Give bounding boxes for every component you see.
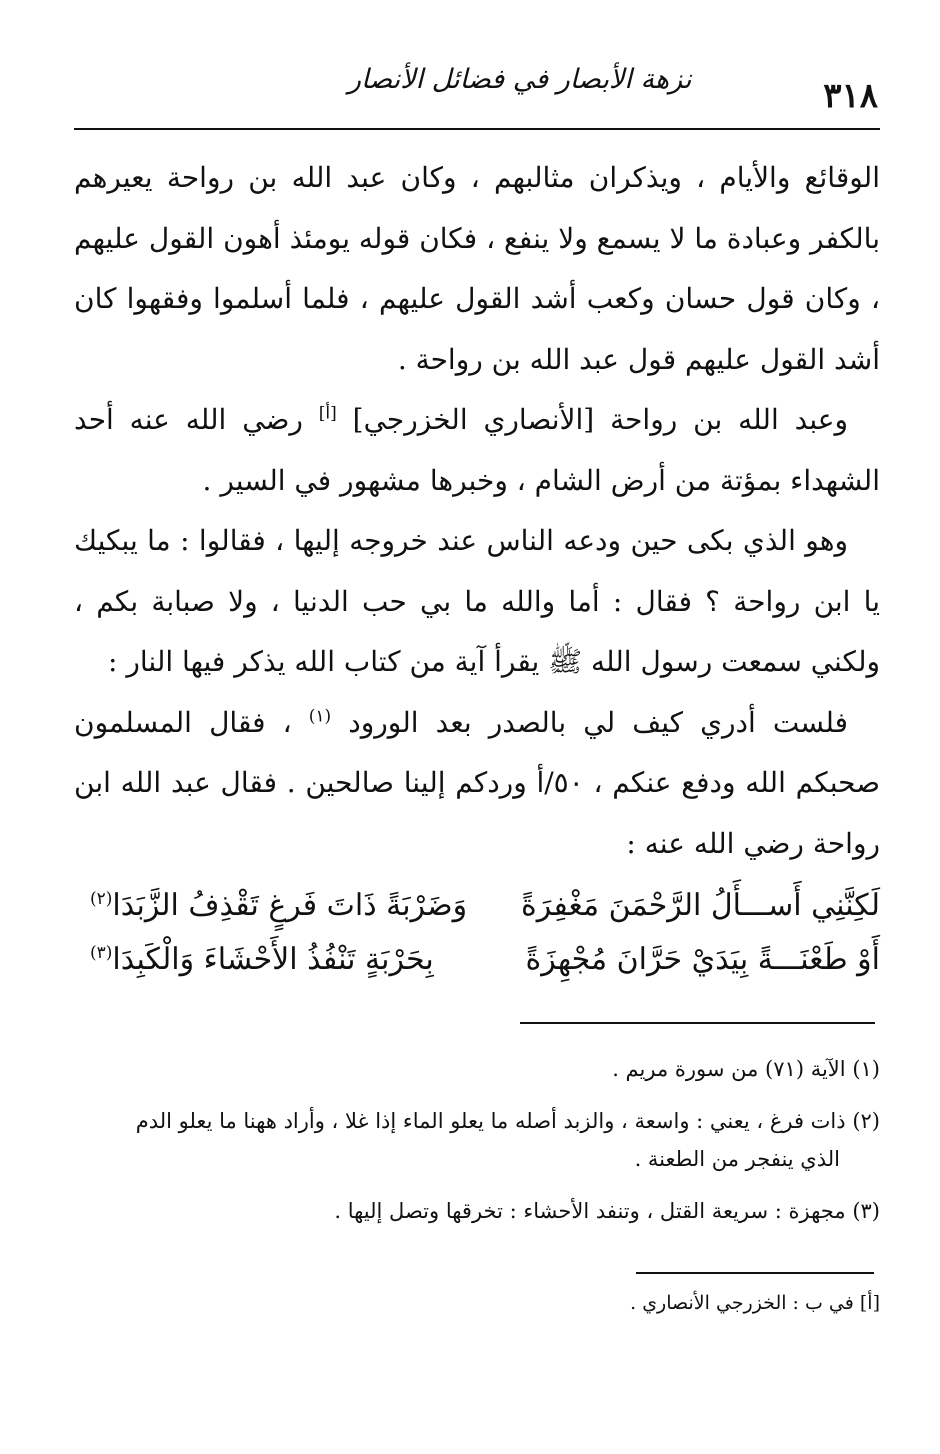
paragraph-1: الوقائع والأيام ، ويذكران مثالبهم ، وكان عبد الله بن رواحة يعيرهم بالكفر وعبادة ما لا يسمع ولا ينفع ، فكان قوله يومئذ أهون القول عليهم ، وكان قول حسان وكعب أشد القول عليهم ، فلما أسلموا وفقهوا كان أشد القول عليهم قول عبد الله بن رواحة .: [74, 161, 880, 376]
footnote-text: ذات فرغ ، يعني : واسعة ، والزبد أصله ما يعلو الماء إذا غلا ، وأراد ههنا ما يعلو الدم: [135, 1109, 846, 1133]
editor-note-rule: [636, 1272, 874, 1274]
footnote-number: (٣): [852, 1199, 880, 1223]
footnote-ref-2: (٢): [90, 889, 113, 909]
footnote-number: (١): [852, 1057, 880, 1081]
footnotes: [74, 1050, 880, 1244]
header-rule: [74, 128, 880, 130]
footnote-ref-3: (٣): [90, 943, 113, 963]
poem-line-1-first-hemistich: لَكِنَّنِي أَســـأَلُ الرَّحْمَنَ مَغْفِرَةً: [521, 888, 880, 923]
paragraph-3: وهو الذي بكى حين ودعه الناس عند خروجه إليها ، فقالوا : ما يبكيك يا ابن رواحة ؟ فقال : أما والله ما بي حب الدنيا ، ولا صبابة بكم ، ولكني سمعت رسول الله ﷺ يقرأ آية من كتاب الله يذكر فيها النار :: [74, 524, 880, 678]
footnote-2: [74, 1102, 880, 1178]
footnote-text: الآية (٧١) من سورة مريم .: [612, 1057, 846, 1081]
footnote-rule: [520, 1022, 875, 1024]
paragraph-2: [74, 390, 880, 511]
paragraph-4-text-a: فلست أدري كيف لي بالصدر بعد الورود: [348, 705, 848, 739]
editor-note: [74, 1292, 880, 1314]
poem-line-1: [90, 888, 880, 923]
page-header: [78, 62, 878, 124]
footnote-text-continued: الذي ينفجر من الطعنة .: [634, 1147, 840, 1171]
poem-line-1-second-hemistich: وَضَرْبَةً ذَاتَ فَرغٍ تَقْذِفُ الزَّبَدَا$^{(٢)}$: [90, 888, 468, 923]
footnote-text: مجهزة : سريعة القتل ، وتنفد الأحشاء : تخرقها وتصل إليها .: [334, 1199, 846, 1223]
paragraph-2-text-a: وعبد الله بن رواحة [الأنصاري الخزرجي]: [352, 403, 849, 436]
footnote-ref-1: (١): [308, 706, 332, 727]
footnote-number: (٢): [852, 1109, 880, 1133]
editor-note-text: في ب : الخزرجي الأنصاري .: [630, 1292, 854, 1314]
main-text: [74, 148, 880, 874]
poem-line-2-second-hemistich: بِحَرْبَةٍ تَنْفُذُ الأَحْشَاءَ وَالْكَبِدَا$^{(٣)}$: [90, 942, 434, 977]
paragraph-4: [74, 693, 880, 875]
paragraph-2-text-b: رضي الله عنه أحد الشهداء بمؤتة من أرض الشام ، وخبرها مشهور في السير .: [74, 403, 880, 497]
footnote-1: [74, 1050, 880, 1088]
paragraph-4-text-b: ، فقال المسلمون صحبكم الله ودفع عنكم ، ٥٠/أ وردكم إلينا صالحين . فقال عبد الله ابن رواحة رضي الله عنه :: [74, 705, 880, 860]
poem-line-2: [90, 942, 880, 977]
editor-note-marker: [أ]: [859, 1292, 880, 1314]
footnote-3: [74, 1192, 880, 1230]
editor-ref-marker: [أ]: [318, 403, 337, 424]
page-number: ٣١٨: [823, 76, 878, 116]
book-title: نزهة الأبصار في فضائل الأنصار: [348, 64, 692, 95]
poem-line-2-first-hemistich: أَوْ طَعْنَـــةً بِيَدَيْ حَرَّانَ مُجْهِزَةً: [525, 942, 880, 977]
